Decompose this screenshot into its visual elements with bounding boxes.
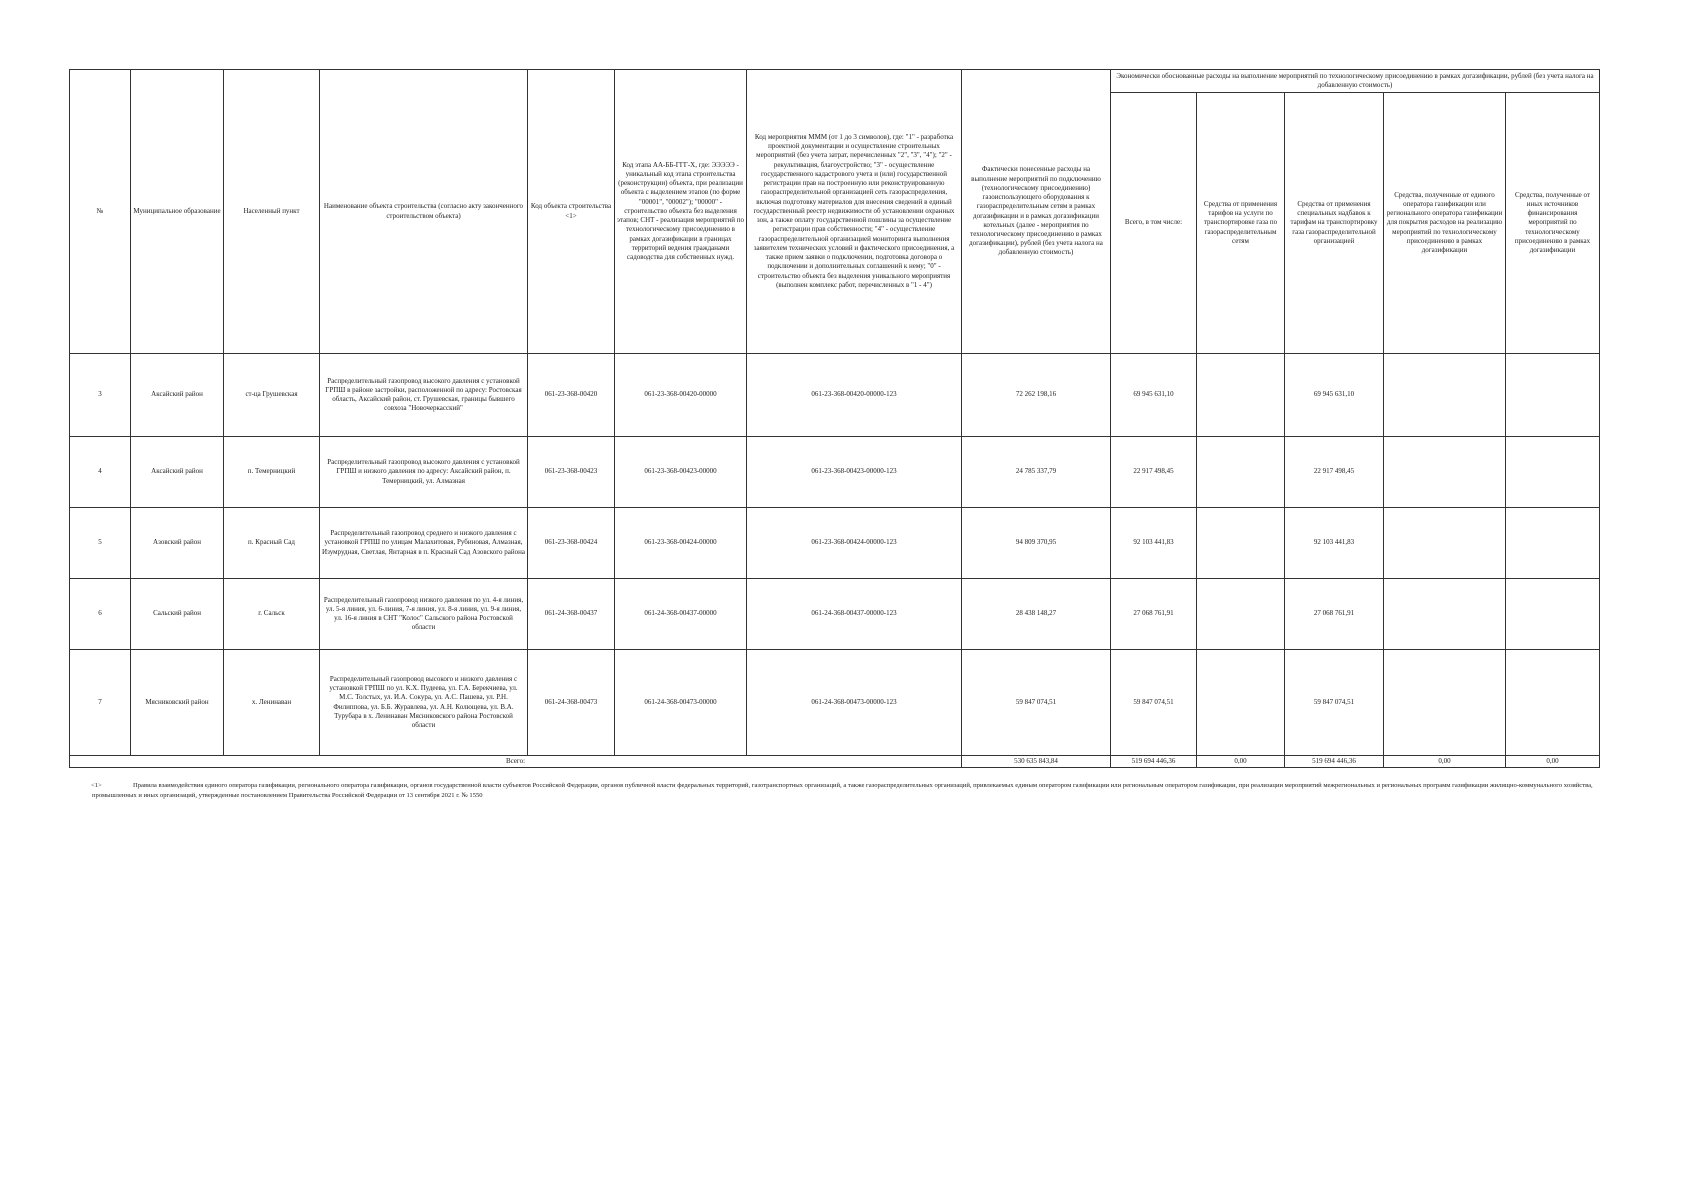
header-tariff-transport: Средства от применения тарифов на услуги по транспортировке газа по газораспределительным сетям (1197, 93, 1285, 354)
cell-stage-code: 061-24-368-00473-00000 (615, 650, 747, 756)
cell-total: 27 068 761,91 (1111, 579, 1197, 650)
cell-operator (1384, 437, 1506, 508)
cell-num: 5 (70, 508, 131, 579)
header-special-surcharge: Средства от применения специальных надбавок к тарифам на транспортировку газа газораспределительной организацией (1285, 93, 1384, 354)
cell-total: 59 847 074,51 (1111, 650, 1197, 756)
cell-object-name: Распределительный газопровод высокого давления с установкой ГРПШ и низкого давления по адресу: Аксайский район, п. Темерницкий, ул. Алмазная (320, 437, 528, 508)
cell-num: 7 (70, 650, 131, 756)
totals-operator: 0,00 (1384, 756, 1506, 768)
cell-object-code: 061-23-368-00420 (528, 354, 615, 437)
table-row (70, 650, 1600, 756)
cell-object-code: 061-24-368-00437 (528, 579, 615, 650)
cell-object-code: 061-23-368-00424 (528, 508, 615, 579)
totals-row (70, 756, 1600, 768)
cell-num: 3 (70, 354, 131, 437)
cell-total: 22 917 498,45 (1111, 437, 1197, 508)
cell-municipality: Аксайский район (131, 354, 224, 437)
header-actual-costs: Фактически понесенные расходы на выполнение мероприятий по подключению (технологическому присоединению) газоиспользующего оборудования к газораспределительным сетям в рамках догазификации и в рамках догазификации котельных (далее - мероприятия по технологическому присоединению в рамках догазификации), рублей (без учета налога на добавленную стоимость) (962, 70, 1111, 354)
table-row (70, 579, 1600, 650)
footnote-text: Правила взаимодействия единого оператора газификации, регионального оператора газификации, органов государственной власти субъектов Российской Федерации, органов публичной власти федеральных территорий, газотранспортных организаций, а также газораспределительных организаций, привлекаемых единым оператором газификации или региональным оператором газификации, при реализации мероприятий межрегиональных и региональных программ газификации жилищно-коммунального хозяйства, промышленных и иных организаций, утвержденные постановлением Правительства Российской Федерации от 13 сентября 2021 г. № 1550 (92, 782, 1593, 799)
cell-object-name: Распределительный газопровод среднего и низкого давления с установкой ГРПШ по улицам Малахитовая, Рубиновая, Алмазная, Изумрудная, Светлая, Янтарная в п. Красный Сад Азовского района (320, 508, 528, 579)
header-row-1 (70, 70, 1600, 93)
cell-surcharge: 22 917 498,45 (1285, 437, 1384, 508)
header-stage-code: Код этапа АА-ББ-ГГГ-Х, где: ЭЭЭЭЭ - уникальный код этапа строительства (реконструкции) объекта, при реализации объекта с выделением этапов (по форме "00001", "00002"); "00000" - строительство объекта без выделения этапов; СНТ - реализация мероприятий по технологическому присоединению в рамках догазификации в границах территорий ведения гражданами садоводства для собственных нужд. (615, 70, 747, 354)
footnote (92, 781, 1597, 800)
cell-tariff (1197, 579, 1285, 650)
cell-settlement: ст-ца Грушевская (224, 354, 320, 437)
cell-actual-costs: 94 809 370,95 (962, 508, 1111, 579)
cell-actual-costs: 59 847 074,51 (962, 650, 1111, 756)
cell-event-code: 061-23-368-00423-00000-123 (747, 437, 962, 508)
table-row (70, 437, 1600, 508)
cell-stage-code: 061-23-368-00423-00000 (615, 437, 747, 508)
cell-surcharge: 27 068 761,91 (1285, 579, 1384, 650)
cell-event-code: 061-23-368-00420-00000-123 (747, 354, 962, 437)
header-settlement: Населенный пункт (224, 70, 320, 354)
cell-other (1506, 579, 1600, 650)
cell-surcharge: 92 103 441,83 (1285, 508, 1384, 579)
header-event-code: Код мероприятия МММ (от 1 до 3 символов), где: "1" - разработка проектной документации и осуществление строительных мероприятий (без учета затрат, перечисленных "2", "3", "4"); "2" - рекультивация, благоустройство; "3" - осуществление государственного кадастрового учета и (или) государственной регистрации прав на построенную или реконструированную газораспределительной организацией сеть газораспределения, включая подготовку материалов для внесения сведений в единый государственный реестр недвижимости об установлении охранных зон, а также оплату государственной пошлины за осуществление регистрации прав собственности; "4" - осуществление газораспределительной организацией мониторинга выполнения заявителем технических условий и фактического присоединения, а также прием заявки о подключении, подготовка договора о подключении и дополнительных соглашений к нему; "0" - строительство объекта без выделения уникального мероприятия (выполнен комплекс работ, перечисленных в "1 - 4") (747, 70, 962, 354)
cell-stage-code: 061-23-368-00424-00000 (615, 508, 747, 579)
cell-municipality: Мясниковский район (131, 650, 224, 756)
cell-other (1506, 354, 1600, 437)
header-object-name: Наименование объекта строительства (согласно акту законченного строительством объекта) (320, 70, 528, 354)
totals-other: 0,00 (1506, 756, 1600, 768)
totals-label: Всего: (70, 756, 962, 768)
table-row (70, 354, 1600, 437)
data-table (69, 69, 1600, 768)
cell-operator (1384, 354, 1506, 437)
header-object-code: Код объекта строительства <1> (528, 70, 615, 354)
cell-operator (1384, 650, 1506, 756)
cell-settlement: г. Сальск (224, 579, 320, 650)
cell-object-code: 061-24-368-00473 (528, 650, 615, 756)
cell-municipality: Аксайский район (131, 437, 224, 508)
cell-num: 4 (70, 437, 131, 508)
cell-actual-costs: 28 438 148,27 (962, 579, 1111, 650)
cell-other (1506, 650, 1600, 756)
table-row (70, 508, 1600, 579)
cell-object-name: Распределительный газопровод низкого давления по ул. 4-я линия, ул. 5-я линия, ул. 6-линия, 7-я линия, ул. 8-я линия, ул. 9-я линия, ул. 16-я линия в СНТ "Колос" Сальского района Ростовской области (320, 579, 528, 650)
header-other-sources: Средства, полученные от иных источников финансирования мероприятий по технологическому присоединению в рамках догазификации (1506, 93, 1600, 354)
cell-settlement: п. Темерницкий (224, 437, 320, 508)
cell-other (1506, 437, 1600, 508)
cell-tariff (1197, 354, 1285, 437)
header-econ-group: Экономически обоснованные расходы на выполнение мероприятий по технологическому присоединению в рамках догазификации, рублей (без учета налога на добавленную стоимость) (1111, 70, 1600, 93)
cell-other (1506, 508, 1600, 579)
cell-municipality: Азовский район (131, 508, 224, 579)
totals-tariff: 0,00 (1197, 756, 1285, 768)
totals-surcharge: 519 694 446,36 (1285, 756, 1384, 768)
cell-object-name: Распределительный газопровод высокого давления с установкой ГРПШ в районе застройки, расположенной по адресу: Ростовская область, Аксайский район, ст. Грушевская, границы бывшего совхоза "Новочеркасский" (320, 354, 528, 437)
cell-tariff (1197, 508, 1285, 579)
cell-municipality: Сальский район (131, 579, 224, 650)
cell-operator (1384, 579, 1506, 650)
cell-object-code: 061-23-368-00423 (528, 437, 615, 508)
cell-num: 6 (70, 579, 131, 650)
cell-actual-costs: 24 785 337,79 (962, 437, 1111, 508)
cell-tariff (1197, 437, 1285, 508)
cell-surcharge: 69 945 631,10 (1285, 354, 1384, 437)
header-total-incl: Всего, в том числе: (1111, 93, 1197, 354)
cell-tariff (1197, 650, 1285, 756)
cell-event-code: 061-24-368-00473-00000-123 (747, 650, 962, 756)
header-municipality: Муниципальное образование (131, 70, 224, 354)
cell-stage-code: 061-24-368-00437-00000 (615, 579, 747, 650)
cell-settlement: п. Красный Сад (224, 508, 320, 579)
cell-object-name: Распределительный газопровод высокого и низкого давления с установкой ГРПШ по ул. К.Х. Пудеева, ул. Г.А. Берекчиева, ул. М.С. Толстых, ул. И.А. Сокура, ул. А.С. Пашева, ул. Р.Н. Филиппова, ул. Б.Б. Журавлева, ул. А.Н. Колющева, ул. В.А. Турубара в х. Ленинаван Мясниковского района Ростовской области (320, 650, 528, 756)
footnote-mark: <1> (91, 782, 102, 789)
cell-actual-costs: 72 262 198,16 (962, 354, 1111, 437)
header-operator-funds: Средства, полученные от единого оператора газификации или регионального оператора газификации для покрытия расходов на реализацию мероприятий по технологическому присоединению в рамках догазификации (1384, 93, 1506, 354)
cell-surcharge: 59 847 074,51 (1285, 650, 1384, 756)
cell-settlement: х. Ленинаван (224, 650, 320, 756)
cell-total: 69 945 631,10 (1111, 354, 1197, 437)
cell-stage-code: 061-23-368-00420-00000 (615, 354, 747, 437)
cell-event-code: 061-23-368-00424-00000-123 (747, 508, 962, 579)
totals-actual-costs: 530 635 843,84 (962, 756, 1111, 768)
cell-event-code: 061-24-368-00437-00000-123 (747, 579, 962, 650)
cell-operator (1384, 508, 1506, 579)
header-num: № (70, 70, 131, 354)
cell-total: 92 103 441,83 (1111, 508, 1197, 579)
totals-total: 519 694 446,36 (1111, 756, 1197, 768)
